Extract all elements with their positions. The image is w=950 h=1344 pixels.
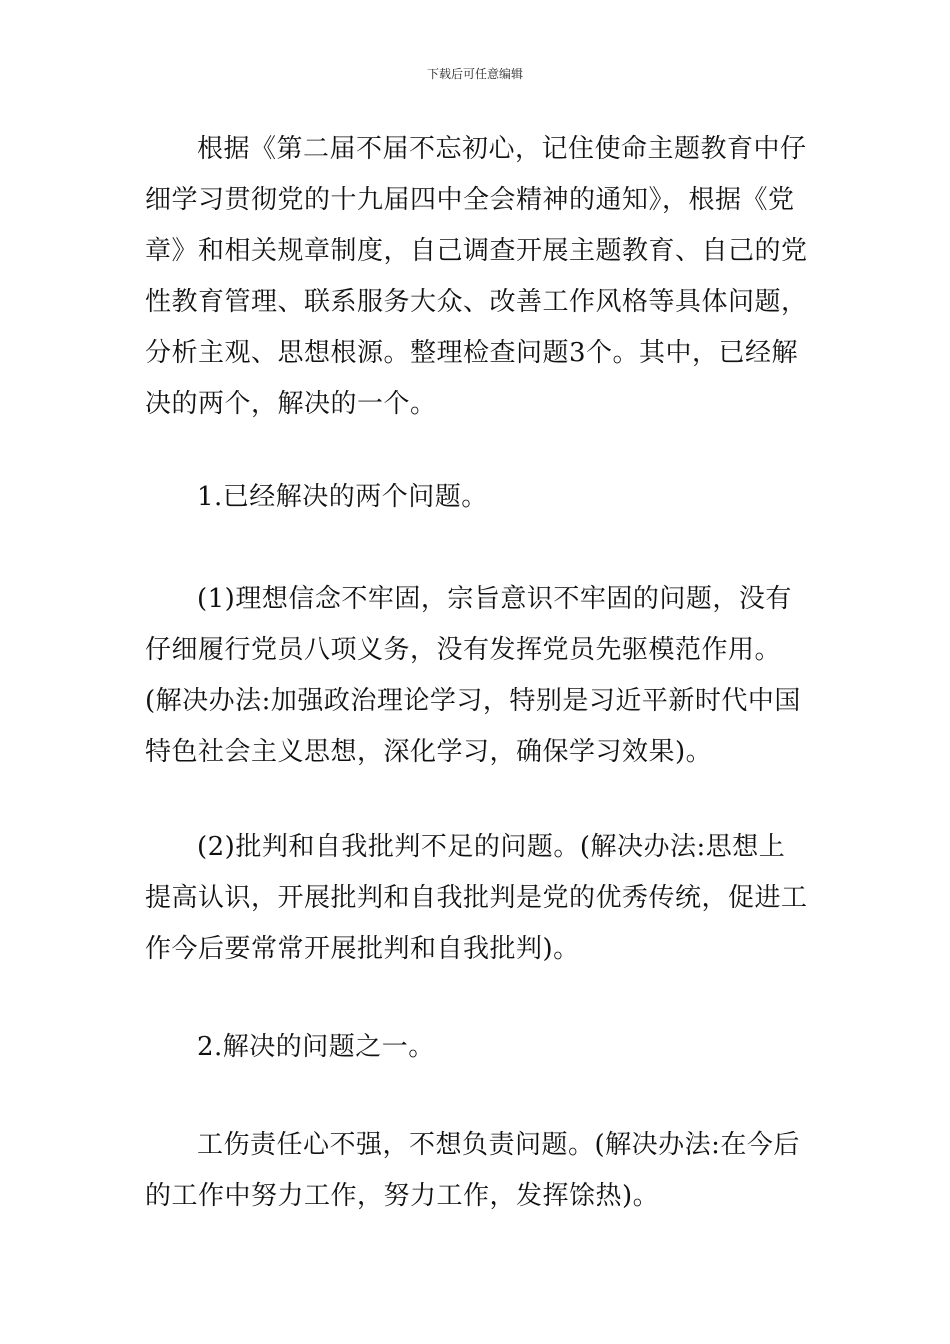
issue-paragraph-1: (1)理想信念不牢固，宗旨意识不牢固的问题，没有仔细履行党员八项义务，没有发挥党员先驱模范作用。(解决办法:加强政治理论学习，特别是习近平新时代中国特色社会主义思想，深化学习，确保学习效果)。 <box>145 584 801 767</box>
issue-paragraph-2: (2)批判和自我批判不足的问题。(解决办法:思想上提高认识，开展批判和自我批判是党的优秀传统，促进工作今后要常常开展批判和自我批判)。 <box>145 832 808 964</box>
section-heading-pending: 2.解决的问题之一。 <box>197 1032 435 1062</box>
header-note: 下载后可任意编辑 <box>426 67 523 81</box>
intro-paragraph: 根据《第二届不届不忘初心，记住使命主题教育中仔细学习贯彻党的十九届四中全会精神的通知》，根据《党章》和相关规章制度，自己调查开展主题教育、自己的党性教育管理、联系服务大众、改善工作风格等具体问题，分析主观、思想根源。整理检查问题3个。其中，已经解决的两个，解决的一个。 <box>145 134 808 419</box>
issue-paragraph-3: 工伤责任心不强，不想负责问题。(解决办法:在今后的工作中努力工作，努力工作，发挥馀热)。 <box>145 1130 800 1211</box>
section-heading-solved: 1.已经解决的两个问题。 <box>197 482 488 512</box>
